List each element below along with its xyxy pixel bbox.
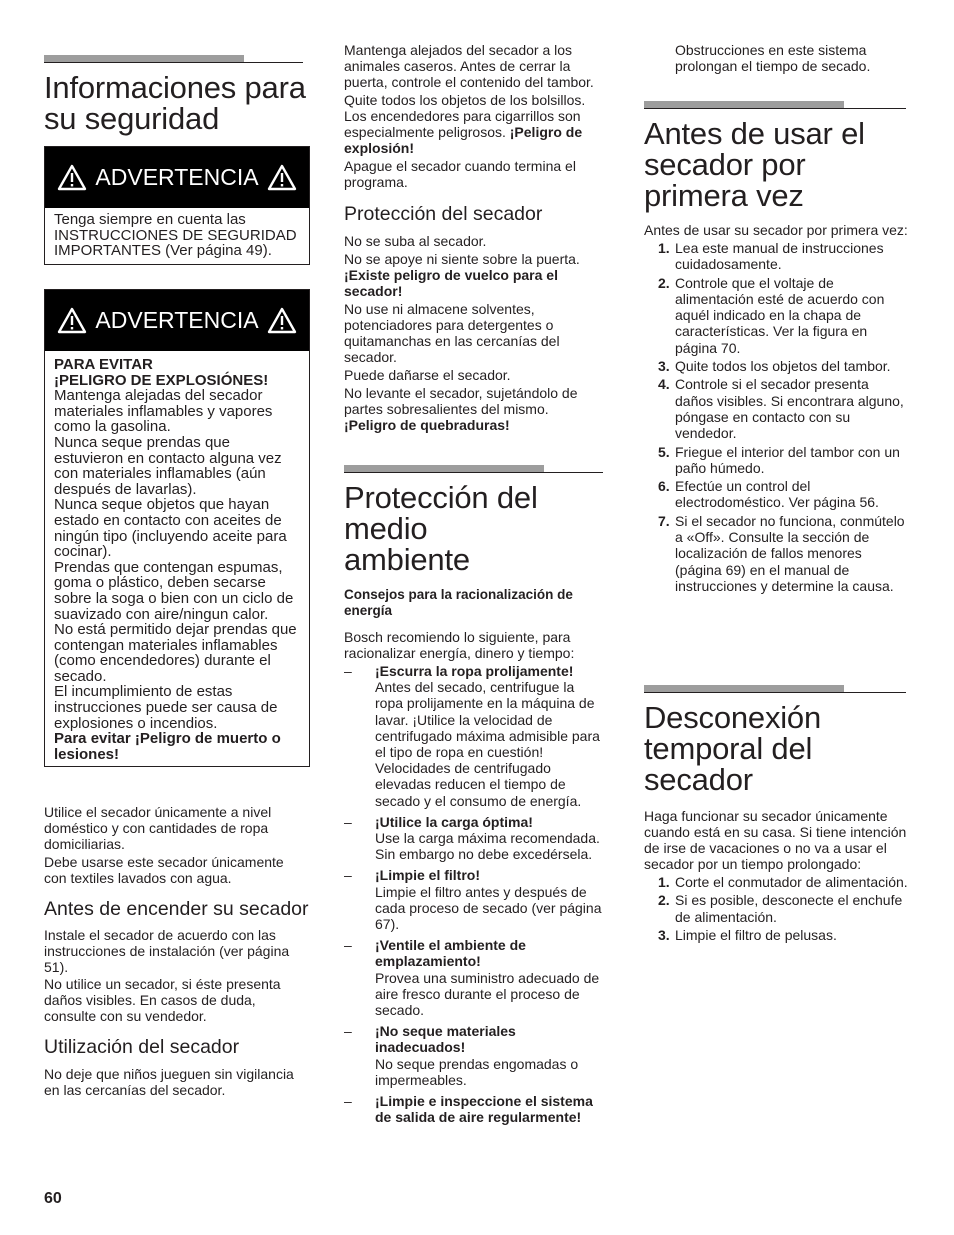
list-item: 1. Lea este manual de instrucciones cuidadosamente. <box>658 240 884 273</box>
heading-antes-encender: Antes de encender su secador <box>44 898 309 920</box>
body-paragraph: No use ni almacene solventes, potenciadores para detergentes o quitamanchas en las cercanías del secador. <box>344 301 560 365</box>
body-paragraph: Apague el secador cuando termina el programa. <box>344 158 576 190</box>
section-rule <box>44 55 303 63</box>
list-item: 1. Corte el conmutador de alimentación. <box>658 874 908 890</box>
warning-header <box>45 290 309 351</box>
list-item: – ¡No seque materiales inadecuados! No seque prendas engomadas o impermeables. <box>344 1023 579 1088</box>
warning-triangle-icon <box>57 307 87 334</box>
warning-triangle-icon <box>57 164 87 191</box>
column-left <box>44 0 310 1098</box>
list-item: 2. Si es posible, desconecte el enchufe de alimentación. <box>658 892 903 925</box>
warning-paragraph: Mantenga alejadas del secador materiales inflamables y vapores como la gasolina. <box>54 387 273 436</box>
body-paragraph: No levante el secador, sujetándolo de partes sobresalientes del mismo. <box>344 385 578 417</box>
steps-list <box>644 240 908 594</box>
list-item: 4. Controle si el secador presenta daños visibles. Si encontrara alguno, póngase en contacto con su vendedor. <box>658 376 904 442</box>
section-medio-ambiente <box>344 482 604 1130</box>
list-item: – ¡Escurra la ropa prolijamente! Antes del secado, centrifugue la ropa prolijamente en la máquina de lavar. ¡Utilice la velocidad de centrifugado máxima admisible para el tipo de ropa en cuestión! Velocidades de centrifugado elevadas reducen el tiempo de secado y el consumo de energía. <box>344 663 600 809</box>
body-paragraph-bold: ¡Existe peligro de vuelco para el secador! <box>344 267 558 299</box>
section-antes-usar <box>644 118 908 596</box>
warning-triangle-icon <box>267 164 297 191</box>
body-paragraph: Quite todos los objetos de los bolsillos. Los encendedores para cigarrillos son especialmente peligrosos. ¡Peligro de explosión! <box>344 92 586 156</box>
warning-closing: Para evitar ¡Peligro de muerto o lesiones! <box>54 730 281 763</box>
list-item: 3. Quite todos los objetos del tambor. <box>658 358 891 375</box>
warning-paragraph: Prendas que contengan espumas, goma o plástico, deben secarse sobre la soga o bien con un ciclo de suavizado con aire/ningun calor. <box>54 558 294 623</box>
warning-label: ADVERTENCIA <box>95 307 259 333</box>
warning-paragraph: Nunca seque objetos que hayan estado en contacto con aceites de ningún tipo (incluyendo aceite para cocinar). <box>54 496 287 561</box>
column-left-body <box>44 804 310 1098</box>
list-item: – ¡Limpie e inspeccione el sistema de salida de aire regularmente! <box>344 1093 593 1126</box>
steps-list <box>644 874 908 943</box>
heading-proteccion-secador: Protección del secador <box>344 203 543 225</box>
warning-header <box>45 147 309 208</box>
list-item: – ¡Utilice la carga óptima! Use la carga máxima recomendada. Sin embargo no debe excedérsela. <box>344 813 600 863</box>
section-rule <box>644 685 906 693</box>
warning-lead: ¡PELIGRO DE EXPLOSIÓNES! <box>54 371 269 389</box>
section-desconexion <box>644 702 908 945</box>
column-middle <box>344 0 604 1126</box>
warning-paragraph: El incumplimiento de estas instrucciones puede ser causa de explosiones o incendios. <box>54 683 278 732</box>
body-paragraph: Utilice el secador únicamente a nivel doméstico y con cantidades de ropa domiciliarias. <box>44 804 272 852</box>
body-paragraph: Bosch recomiendo lo siguiente, para racionalizar energía, dinero y tiempo: <box>344 629 575 661</box>
section-title-seguridad: Informaciones para su seguridad <box>44 70 306 136</box>
body-paragraph: Debe usarse este secador únicamente con textiles lavados con agua. <box>44 854 284 886</box>
subheading-energia: Consejos para la racionalización de energía <box>344 587 573 618</box>
warning-paragraph: No está permitido dejar prendas que contengan materiales inflamables (como encendedores) durante el secado. <box>54 621 297 685</box>
warning-label: ADVERTENCIA <box>95 164 259 190</box>
section-title-desconexion: Desconexión temporal del secador <box>644 700 822 797</box>
list-item: 6. Efectúe un control del electrodoméstico. Ver página 56. <box>658 478 879 511</box>
body-paragraph: No se apoye ni siente sobre la puerta. <box>344 251 580 267</box>
warning-paragraph: Nunca seque prendas que estuvieron en contacto alguna vez con materiales inflamables (aún después de lavarlas). <box>54 433 282 498</box>
body-paragraph: Obstrucciones en este sistema prolongan el tiempo de secado. <box>675 42 871 74</box>
warning-lead: PARA EVITAR <box>54 356 153 373</box>
section-rule <box>344 465 603 473</box>
body-paragraph: No deje que niños jueguen sin vigilancia en las cercanías del secador. <box>44 1066 294 1098</box>
warning-box-1 <box>44 146 310 265</box>
heading-utilizacion: Utilización del secador <box>44 1036 240 1058</box>
body-paragraph: Haga funcionar su secador únicamente cuando está en su casa. Si tiene intención de irse de vacaciones o no va a usar el secador por un tiempo prolongado: <box>644 808 907 872</box>
section-title-antes-usar: Antes de usar el secador por primera vez <box>644 116 865 213</box>
warning-text: Tenga siempre en cuenta las INSTRUCCIONES DE SEGURIDAD IMPORTANTES (Ver página 49). <box>54 211 297 260</box>
body-paragraph-bold: ¡Peligro de quebraduras! <box>344 417 510 433</box>
column-right <box>644 0 908 943</box>
warning-box-2 <box>44 289 310 767</box>
body-paragraph: Mantenga alejados del secador a los animales caseros. Antes de cerrar la puerta, controle el contenido del tambor. <box>344 42 594 90</box>
list-item: – ¡Limpie el filtro! Limpie el filtro antes y después de cada proceso de secado (ver página 67). <box>344 867 602 933</box>
list-item: – ¡Ventile el ambiente de emplazamiento! Provea una suministro adecuado de aire fresco durante el proceso de secado. <box>344 937 600 1019</box>
section-title-medio-ambiente: Protección del medio ambiente <box>344 480 538 577</box>
page-number: 60 <box>44 1190 62 1207</box>
warning-triangle-icon <box>267 307 297 334</box>
list-item: 3. Limpie el filtro de pelusas. <box>658 926 837 943</box>
list-item: 5. Friegue el interior del tambor con un paño húmedo. <box>658 443 900 476</box>
body-paragraph: Instale el secador de acuerdo con las instrucciones de instalación (ver página 51). <box>44 927 290 975</box>
body-paragraph: No se suba al secador. <box>344 233 487 249</box>
section-rule <box>644 101 906 109</box>
body-paragraph: Antes de usar su secador por primera vez: <box>644 222 908 238</box>
list-item: 7. Si el secador no funciona, conmútelo a «Off». Consulte la sección de localización de fallos menores (página 69) en el manual de instrucciones y determine la causa. <box>658 512 905 594</box>
body-paragraph: No utilice un secador, si éste presenta daños visibles. En casos de duda, consulte con su vendedor. <box>44 976 281 1024</box>
list-item: 2. Controle que el voltaje de alimentación esté de acuerdo con aquél indicado en la chapa de características. Ver la figura en página 70. <box>658 274 885 356</box>
body-paragraph: Puede dañarse el secador. <box>344 367 511 383</box>
